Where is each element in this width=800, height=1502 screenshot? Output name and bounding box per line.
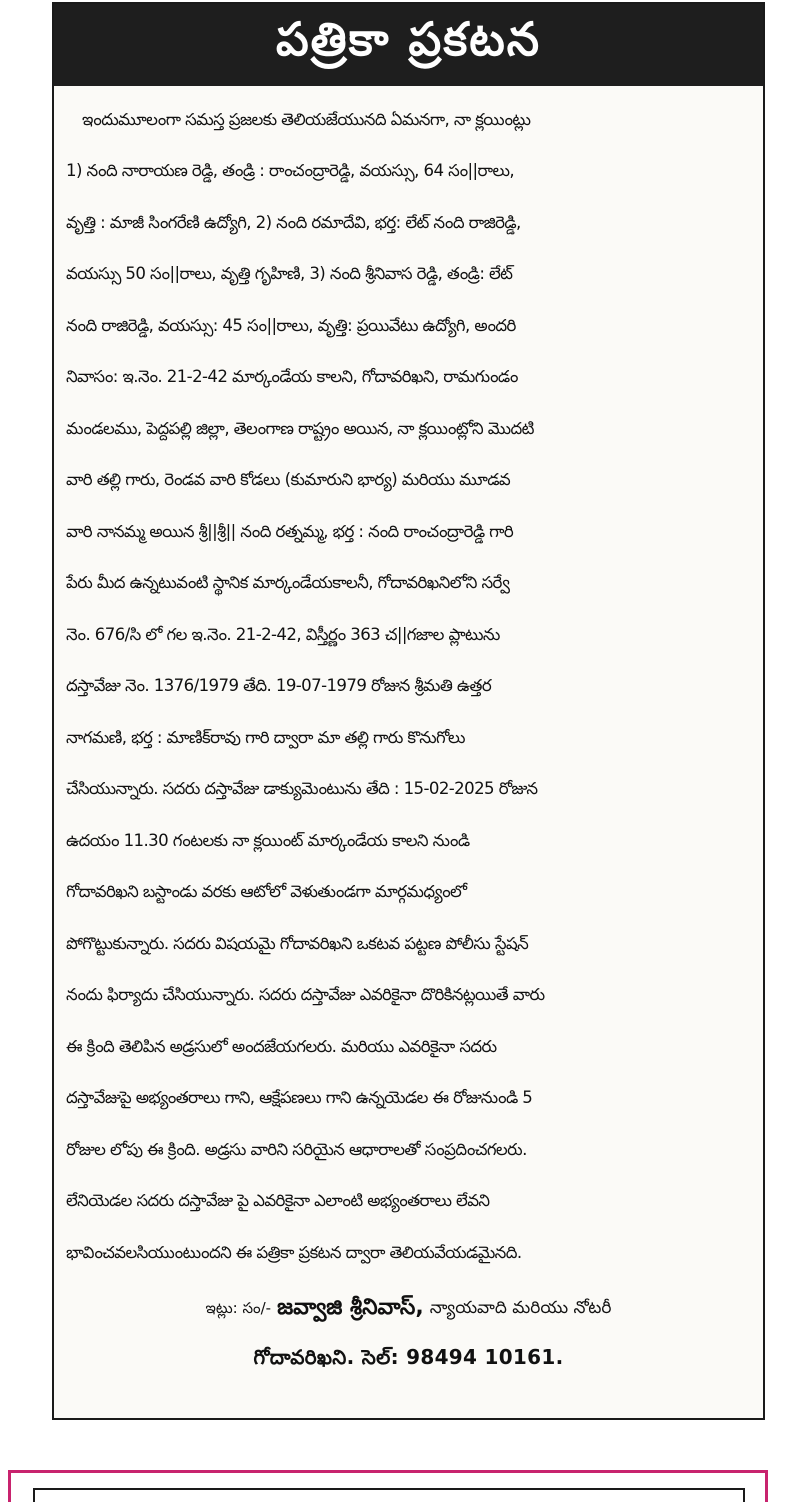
signature-lead: ఇట్లు: సం/- xyxy=(205,1298,272,1317)
notice-line: రోజుల లోపు ఈ క్రింది. అడ్రసు వారిని సరియైన ఆధారాలతో సంప్రదించగలరు. xyxy=(66,1139,527,1159)
advocate-title: న్యాయవాది మరియు నోటరీ xyxy=(429,1297,612,1318)
address-row xyxy=(54,1335,763,1385)
notice-line: మండలము, పెద్దపల్లి జిల్లా, తెలంగాణ రాష్ట్రం అయిన, నా క్లయింట్లోని మొదటి xyxy=(66,418,534,438)
notice-line: ఉదయం 11.30 గంటలకు నా క్లయింట్ మార్కండేయ కాలని నుండి xyxy=(66,830,470,850)
notice-body xyxy=(54,86,763,1281)
notice-line: చేసియున్నారు. సదరు దస్తావేజు డాక్యుమెంటును తేది : 15-02-2025 రోజున xyxy=(66,779,538,799)
notice-line: వృత్తి : మాజీ సింగరేణి ఉద్యోగి, 2) నంది రమాదేవి, భర్త: లేట్ నంది రాజిరెడ్డి, xyxy=(66,212,521,232)
notice-line: ఈ క్రింది తెలిపిన అడ్రసులో అందజేయగలరు. మరియు ఎవరికైనా సదరు xyxy=(66,1036,497,1056)
advocate-address: గోదావరిఖని. సెల్: 98494 10161. xyxy=(253,1345,564,1369)
notice-line: వారి నానమ్మ అయిన శ్రీ||శ్రీ|| నంది రత్నమ్మ, భర్త : నంది రాంచంద్రారెడ్డి గారి xyxy=(66,521,514,541)
notice-line: నెం. 676/సి లో గల ఇ.నెం. 21-2-42, విస్తీర్ణం 363 చ||గజాల ప్లాటును xyxy=(66,624,500,644)
notice-line: లేనియెడల సదరు దస్తావేజు పై ఎవరికైనా ఎలాంటి అభ్యంతరాలు లేవని xyxy=(66,1191,490,1211)
notice-line: నంది రాజిరెడ్డి, వయస్సు: 45 సం||రాలు, వృత్తి: ప్రయివేటు ఉద్యోగి, అందరి xyxy=(66,315,516,335)
advocate-name: జవ్వాజి శ్రీనివాస్, xyxy=(277,1294,424,1320)
notice-line: వారి తల్లి గారు, రెండవ వారి కోడలు (కుమారుని భార్య) మరియు మూడవ xyxy=(66,470,511,490)
notice-signature xyxy=(54,1285,763,1385)
notice-title: పత్రికా ప్రకటన xyxy=(54,4,763,86)
notice-line: పోగొట్టుకున్నారు. సదరు విషయమై గోదావరిఖని ఒకటవ పట్టణ పోలీసు స్టేషన్ xyxy=(66,933,529,953)
notice-line: నందు ఫిర్యాదు చేసియున్నారు. సదరు దస్తావేజు ఎవరికైనా దొరికినట్లయితే వారు xyxy=(66,985,545,1005)
press-notice xyxy=(52,2,765,1420)
notice-line: 1) నంది నారాయణ రెడ్డి, తండ్రి : రాంచంద్రారెడ్డి, వయస్సు, 64 సం||రాలు, xyxy=(66,161,515,181)
notice-line: దస్తావేజుపై అభ్యంతరాలు గాని, ఆక్షేపణలు గాని ఉన్నయెడల ఈ రోజునుండి 5 xyxy=(66,1088,533,1108)
notice-line: వయస్సు 50 సం||రాలు, వృత్తి గృహిణి, 3) నంది శ్రీనివాస రెడ్డి, తండ్రి: లేట్ xyxy=(66,264,513,284)
notice-line: ఇందుమూలంగా సమస్త ప్రజలకు తెలియజేయునది ఏమనగా, నా క్లయింట్లు xyxy=(82,109,531,129)
signature-row xyxy=(54,1285,763,1335)
next-advertisement-frame xyxy=(8,1470,768,1502)
next-advertisement-inner-border xyxy=(33,1488,745,1502)
notice-line: పేరు మీద ఉన్నటువంటి స్థానిక మార్కండేయకాలనీ, గోదావరిఖనిలోని సర్వే xyxy=(66,573,510,593)
notice-line: గోదావరిఖని బస్టాండు వరకు ఆటోలో వెళుతుండగా మార్గమధ్యంలో xyxy=(66,882,467,902)
notice-line: దస్తావేజు నెం. 1376/1979 తేది. 19-07-1979 రోజున శ్రీమతి ఉత్తర xyxy=(66,676,492,696)
notice-line: నివాసం: ఇ.నెం. 21-2-42 మార్కండేయ కాలని, గోదావరిఖని, రామగుండం xyxy=(66,367,518,387)
notice-line: నాగమణి, భర్త : మాణిక్‌రావు గారి ద్వారా మా తల్లి గారు కొనుగోలు xyxy=(66,727,465,747)
notice-line: భావించవలసియుంటుందని ఈ పత్రికా ప్రకటన ద్వారా తెలియవేయడమైనది. xyxy=(66,1242,522,1262)
